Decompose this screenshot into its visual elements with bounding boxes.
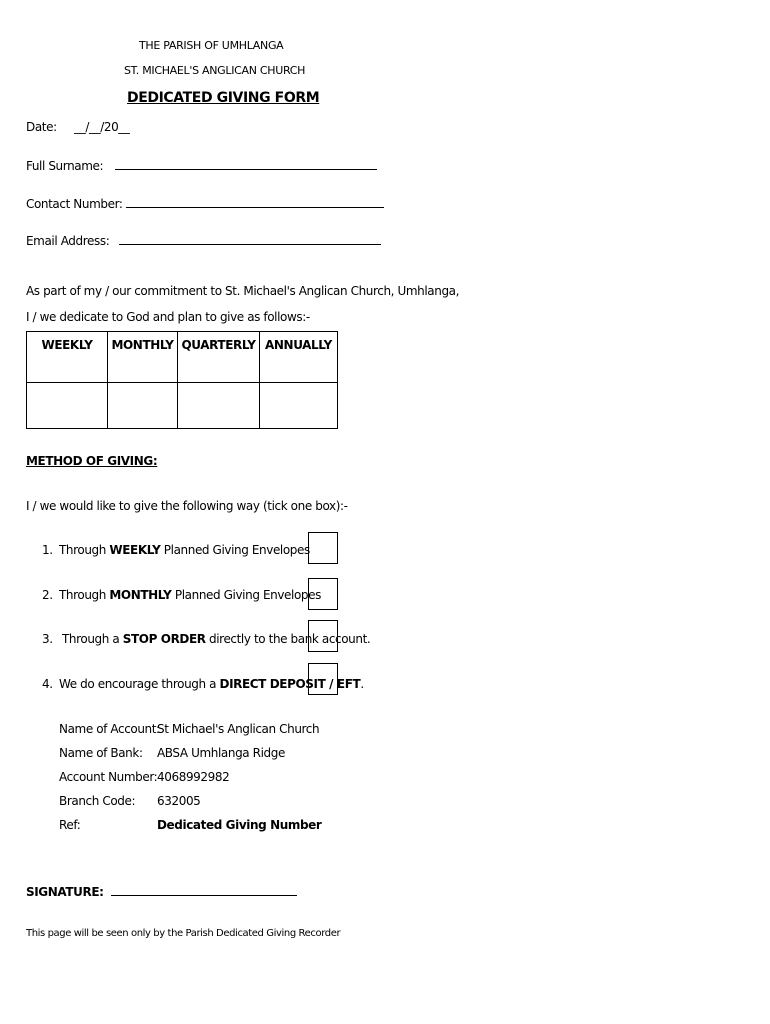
- surname-field[interactable]: [26, 159, 377, 173]
- method-intro: I / we would like to give the following way (tick one box):-: [26, 499, 348, 513]
- signature-label: SIGNATURE:: [26, 885, 104, 899]
- annually-amount-cell[interactable]: [260, 383, 338, 429]
- signature-field[interactable]: [26, 885, 297, 899]
- option-3-bold: STOP ORDER: [122, 632, 206, 646]
- frequency-header-row: [27, 332, 338, 383]
- header-quarterly: QUARTERLY: [178, 332, 260, 383]
- date-label: Date:: [26, 120, 57, 134]
- option-4-post: .: [360, 677, 364, 691]
- header-annually: ANNUALLY: [260, 332, 338, 383]
- option-2: [42, 588, 321, 602]
- contact-line[interactable]: [126, 207, 384, 208]
- date-field[interactable]: [26, 120, 130, 134]
- email-field[interactable]: [26, 234, 381, 248]
- header-weekly: WEEKLY: [27, 332, 108, 383]
- option-3-pre: Through a: [62, 632, 123, 646]
- bank-name-row: [59, 746, 285, 760]
- option-3-post: directly to the bank account.: [205, 632, 371, 646]
- surname-line[interactable]: [115, 169, 377, 170]
- account-name-label: Name of Account:: [59, 722, 160, 736]
- bank-name-value: ABSA Umhlanga Ridge: [157, 746, 285, 760]
- contact-field[interactable]: [26, 197, 384, 211]
- account-number-value: 4068992982: [157, 770, 230, 784]
- date-value: __/__/20__: [74, 120, 130, 134]
- email-label: Email Address:: [26, 234, 110, 248]
- footer-note: This page will be seen only by the Parish Dedicated Giving Recorder: [26, 928, 341, 939]
- option-4-bold: DIRECT DEPOSIT / EFT: [219, 677, 361, 691]
- reference-label: Ref:: [59, 818, 81, 832]
- option-2-number: 2.: [42, 588, 53, 602]
- contact-label: Contact Number:: [26, 197, 123, 211]
- frequency-entry-row: [27, 383, 338, 429]
- account-name-value: St Michael's Anglican Church: [157, 722, 320, 736]
- frequency-table: [26, 331, 338, 429]
- option-1-number: 1.: [42, 543, 53, 557]
- reference-value: Dedicated Giving Number: [157, 818, 322, 832]
- bank-account-name-row: [59, 722, 319, 736]
- option-1-pre: Through: [59, 543, 110, 557]
- account-number-label: Account Number:: [59, 770, 158, 784]
- option-2-bold: MONTHLY: [109, 588, 172, 602]
- header-monthly: MONTHLY: [108, 332, 178, 383]
- method-heading: METHOD OF GIVING:: [26, 454, 158, 468]
- parish-name: THE PARISH OF UMHLANGA: [139, 39, 284, 52]
- option-2-post: Planned Giving Envelopes: [171, 588, 321, 602]
- surname-label: Full Surname:: [26, 159, 104, 173]
- option-2-checkbox[interactable]: [308, 578, 338, 610]
- church-name: ST. MICHAEL'S ANGLICAN CHURCH: [124, 64, 306, 77]
- option-1-checkbox[interactable]: [308, 532, 338, 564]
- branch-code-row: [59, 794, 200, 808]
- quarterly-amount-cell[interactable]: [178, 383, 260, 429]
- option-1-post: Planned Giving Envelopes: [160, 543, 310, 557]
- monthly-amount-cell[interactable]: [108, 383, 178, 429]
- option-2-pre: Through: [59, 588, 110, 602]
- option-4-checkbox[interactable]: [308, 663, 338, 695]
- form-title: DEDICATED GIVING FORM: [127, 90, 320, 106]
- branch-code-label: Branch Code:: [59, 794, 136, 808]
- option-1: [42, 543, 310, 557]
- option-3-number: 3.: [42, 632, 53, 646]
- commitment-line-1: As part of my / our commitment to St. Michael's Anglican Church, Umhlanga,: [26, 284, 460, 298]
- account-number-row: [59, 770, 229, 784]
- option-4-number: 4.: [42, 677, 53, 691]
- email-line[interactable]: [119, 244, 381, 245]
- weekly-amount-cell[interactable]: [27, 383, 108, 429]
- branch-code-value: 632005: [157, 794, 201, 808]
- option-4-pre: We do encourage through a: [59, 677, 220, 691]
- bank-name-label: Name of Bank:: [59, 746, 143, 760]
- commitment-line-2: I / we dedicate to God and plan to give as follows:-: [26, 310, 310, 324]
- option-1-bold: WEEKLY: [109, 543, 161, 557]
- signature-line[interactable]: [111, 895, 297, 896]
- reference-row: [59, 818, 321, 832]
- option-3-checkbox[interactable]: [308, 620, 338, 652]
